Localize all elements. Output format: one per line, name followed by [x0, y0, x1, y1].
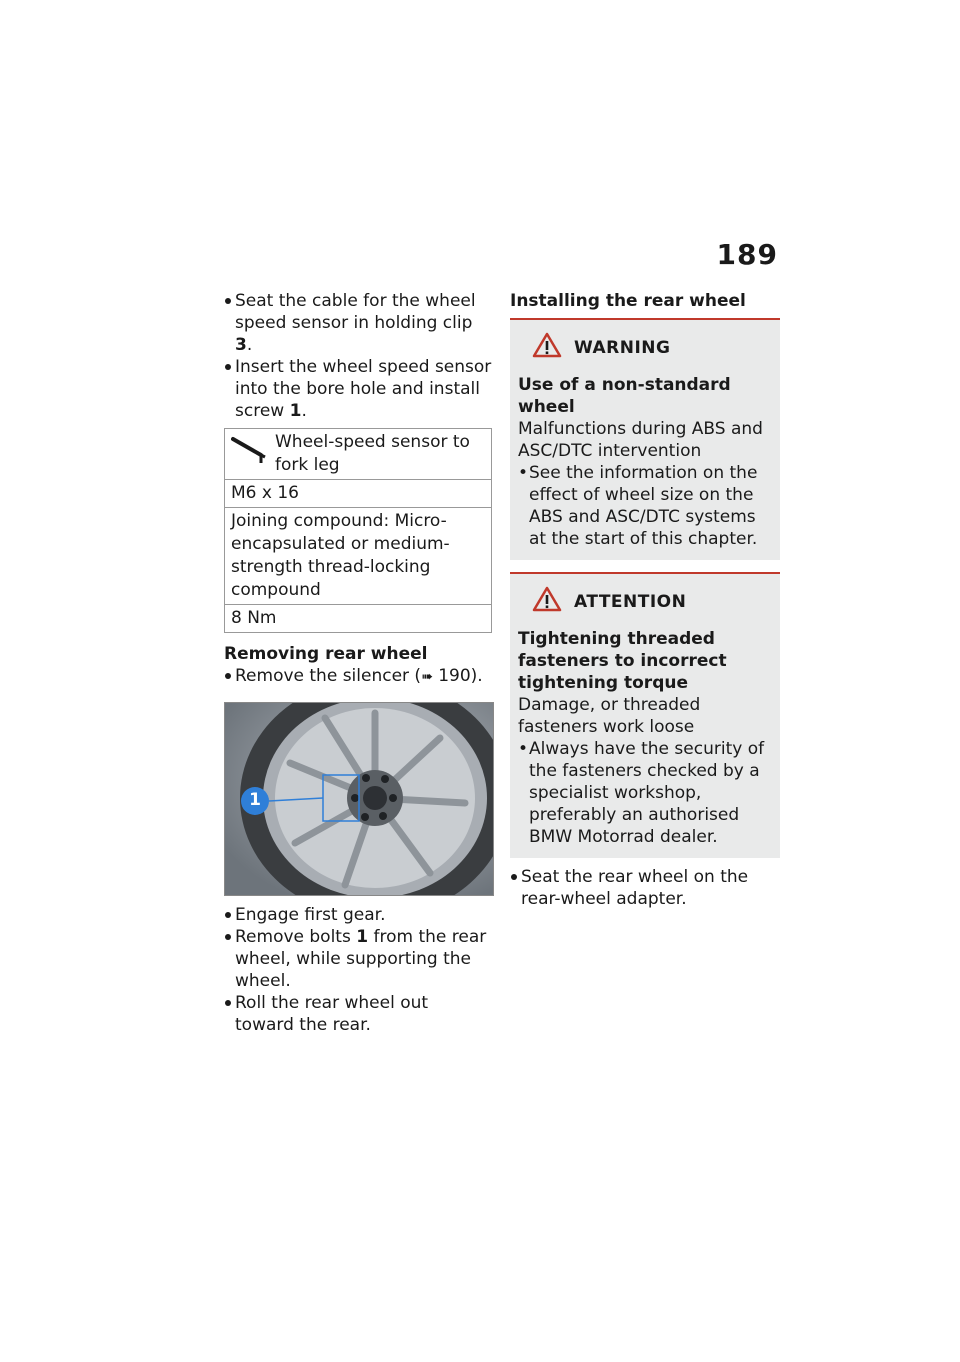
part-reference: 1	[356, 927, 369, 947]
warning-box	[510, 318, 780, 560]
list-item	[224, 904, 492, 926]
torque-spec-table	[224, 428, 492, 633]
right-column	[510, 290, 780, 910]
list-item-text: .	[301, 401, 307, 421]
left-column	[224, 290, 492, 1036]
list-item	[224, 926, 492, 992]
attention-triangle-icon	[532, 586, 562, 618]
page-link[interactable]: 190	[438, 666, 471, 686]
warning-body: Malfunctions during ABS and ASC/DTC intervention	[518, 419, 763, 461]
section-heading: Installing the rear wheel	[510, 291, 746, 311]
attention-instruction: • Always have the security of the fasteners checked by a specialist workshop, preferably an authorised BMW Motorrad dealer.	[518, 738, 772, 848]
warning-label: WARNING	[574, 338, 671, 358]
torque-wrench-icon	[231, 435, 269, 472]
attention-header	[518, 586, 772, 618]
attention-title: Tightening threaded fasteners to incorrect tightening torque	[518, 629, 727, 693]
list-item-text: ).	[470, 666, 483, 686]
part-reference: 1	[289, 401, 302, 421]
part-reference: 3	[235, 335, 247, 355]
list-item-text: Seat the rear wheel on the rear-wheel adapter.	[521, 867, 749, 909]
attention-label: ATTENTION	[574, 592, 687, 612]
list-item	[224, 665, 492, 688]
spec-title: Wheel-speed sensor to fork leg	[275, 432, 470, 475]
warning-instruction: • See the information on the effect of wheel size on the ABS and ASC/DTC systems at the start of this chapter.	[518, 462, 772, 550]
list-item-text: Seat the cable for the wheel speed sensor in holding clip	[235, 291, 476, 333]
list-item-text: Remove bolts	[235, 927, 357, 947]
warning-header	[518, 332, 772, 364]
warning-triangle-icon	[532, 332, 562, 364]
list-item-text: Insert the wheel speed sensor into the bore hole and install screw	[235, 357, 492, 421]
list-item	[224, 992, 492, 1036]
list-item-text: Engage first gear.	[235, 905, 386, 925]
list-item	[224, 290, 492, 356]
spec-compound: Joining compound: Micro-encapsulated or medium-strength thread-locking compound	[225, 508, 492, 605]
spec-title-cell	[225, 429, 492, 480]
warning-title: Use of a non-standard wheel	[518, 375, 731, 417]
section-heading: Removing rear wheel	[224, 644, 428, 664]
page-link-arrow-icon[interactable]: ➠	[421, 669, 433, 685]
spec-size: M6 x 16	[225, 480, 492, 508]
attention-box	[510, 572, 780, 858]
list-item	[510, 866, 780, 910]
rear-wheel-photo	[224, 702, 494, 896]
attention-body: Damage, or threaded fasteners work loose	[518, 695, 701, 737]
spec-torque: 8 Nm	[225, 605, 492, 633]
page-number: 189	[716, 238, 778, 271]
list-item	[224, 356, 492, 422]
list-item-text: from the rear wheel, while supporting the wheel.	[235, 927, 487, 991]
list-item-text: Roll the rear wheel out toward the rear.	[235, 993, 429, 1035]
list-item-text: Remove the silencer (	[235, 666, 422, 686]
list-item-text: .	[246, 335, 253, 355]
photo-callout-label: 1	[249, 790, 261, 810]
